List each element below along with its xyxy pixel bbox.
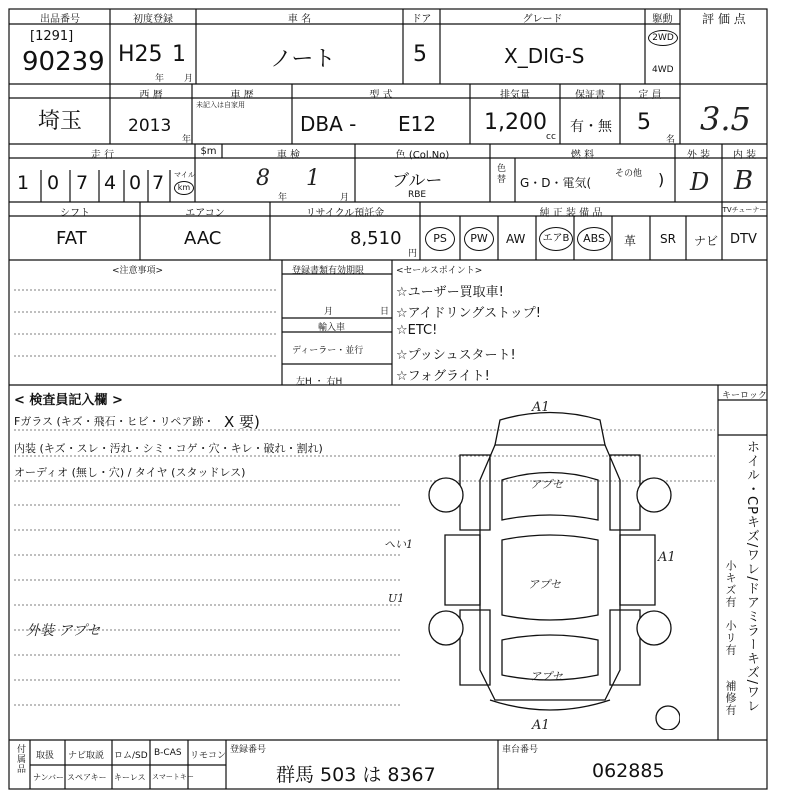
year-unit: 年 bbox=[182, 135, 192, 145]
fuel-close: ) bbox=[658, 170, 665, 189]
yen-unit: 円 bbox=[408, 249, 418, 259]
damage-rear: A1 bbox=[532, 718, 550, 733]
km-unit-circle: km bbox=[174, 181, 194, 195]
sales-point-label: <セールスポイント> bbox=[396, 266, 483, 276]
sales-point: ☆フォグライト! bbox=[396, 369, 490, 384]
reg-era: H25 bbox=[118, 42, 163, 67]
footer-label: ロム/SD bbox=[114, 751, 148, 761]
warranty-label: 保証書 bbox=[575, 90, 605, 101]
recycle-label: リサイクル預託金 bbox=[305, 208, 385, 219]
drive-label: 駆動 bbox=[652, 14, 673, 25]
shift-value: FAT bbox=[56, 228, 87, 249]
reg-month: 1 bbox=[172, 42, 186, 67]
sales-point: ☆ETC! bbox=[396, 323, 438, 338]
keylock-label: キーロック bbox=[722, 391, 767, 401]
damage-right: A1 bbox=[658, 550, 676, 565]
sales-point: ☆プッシュスタート! bbox=[396, 348, 516, 363]
car-name: ノート bbox=[270, 47, 336, 72]
lot-number: 90239 bbox=[22, 47, 105, 77]
equip-abs-circle: ABS bbox=[577, 227, 611, 251]
audio-tire-line: オーディオ (無し・穴) / タイヤ (スタッドレス) bbox=[14, 466, 246, 479]
equip-ps-circle: PS bbox=[425, 227, 455, 251]
mileage-label: 走 行 bbox=[90, 150, 115, 161]
equip-leather: 革 bbox=[624, 234, 637, 248]
wheel-mirror-vertical-label: ホイル・CPキズ/ワレ/ドアミラーキズ/ワレ bbox=[744, 440, 759, 714]
reg-day-label: 日 bbox=[380, 307, 390, 317]
score: 3.5 bbox=[700, 100, 751, 138]
inspector-handwritten-note: 外装 アプセ bbox=[26, 623, 101, 639]
insp-tsuki: 月 bbox=[340, 193, 350, 203]
score-label: 評 価 点 bbox=[702, 12, 746, 26]
lot-no-label: 出品番号 bbox=[40, 14, 80, 25]
equip-pw-circle: PW bbox=[464, 227, 494, 251]
reg-expiry-label: 登録書類有効期限 bbox=[292, 266, 365, 276]
shift-label: シフト bbox=[60, 208, 90, 219]
equip-aw: AW bbox=[506, 232, 526, 246]
windshield-mark: X 要) bbox=[224, 413, 260, 431]
footer-label: キーレス bbox=[114, 773, 146, 782]
warranty-value: 有・無 bbox=[570, 119, 612, 135]
tsuki-unit: 月 bbox=[184, 74, 194, 84]
footer-label: ナビ取説 bbox=[68, 751, 105, 761]
grade-label: グレード bbox=[522, 14, 563, 25]
interior-grade: B bbox=[734, 166, 754, 196]
first-reg-label: 初度登録 bbox=[133, 14, 173, 25]
footer-label: スマートキー bbox=[152, 773, 194, 781]
year-label: 西 暦 bbox=[139, 90, 163, 101]
cc-label: 排気量 bbox=[500, 90, 530, 101]
doors: 5 bbox=[413, 42, 427, 67]
import-label: 輸入車 bbox=[318, 323, 346, 333]
equip-airbag-circle: エアB bbox=[539, 227, 573, 251]
inspection-year: 8 bbox=[256, 166, 270, 191]
damage-trunk: アプセ bbox=[530, 670, 563, 683]
plate-number: 群馬 503 は 8367 bbox=[276, 764, 436, 786]
interior-label: 内 装 bbox=[732, 150, 757, 161]
mileage-digit: 4 bbox=[104, 172, 117, 194]
car-name-label: 車 名 bbox=[287, 14, 312, 25]
color-code: RBE bbox=[408, 190, 427, 200]
color-label: 色 (Col.No) bbox=[395, 150, 450, 161]
chassis-history-label: 車 歴 bbox=[230, 90, 254, 101]
door-label: ドア bbox=[411, 14, 432, 25]
ac-value: AAC bbox=[184, 228, 222, 249]
capacity: 5 bbox=[637, 110, 651, 135]
windshield-line: Fガラス (キズ・飛石・ヒビ・リペア跡・ bbox=[14, 415, 215, 428]
mile-unit: マイル bbox=[174, 171, 195, 179]
fuel-other: その他 bbox=[615, 169, 643, 179]
model-prefix: DBA - bbox=[300, 112, 357, 136]
recycle-fee: 8,510 bbox=[350, 228, 402, 249]
footer-label: リモコン bbox=[190, 751, 227, 761]
footer-label: B-CAS bbox=[154, 748, 182, 758]
equip-sunroof: SR bbox=[660, 232, 676, 246]
ac-label: エアコン bbox=[185, 208, 225, 219]
nen-unit: 年 bbox=[155, 74, 165, 84]
lot-code: [1291] bbox=[30, 29, 74, 44]
prefecture: 埼玉 bbox=[38, 109, 83, 134]
tv-value: DTV bbox=[730, 232, 757, 247]
mileage-digit: 0 bbox=[129, 172, 142, 194]
interior-line: 内装 (キズ・スレ・汚れ・シミ・コゲ・穴・キレ・破れ・割れ) bbox=[14, 442, 323, 455]
chassis-number-label: 車台番号 bbox=[502, 745, 539, 755]
equip-navi: ナビ bbox=[694, 234, 719, 248]
caution-label: <注意事項> bbox=[112, 266, 164, 276]
sm-label: $m bbox=[200, 146, 217, 157]
model-year: 2013 bbox=[128, 116, 172, 136]
accessories-side-label: 付属品 bbox=[15, 744, 25, 774]
minor-scratch-label: 小キズ有 bbox=[724, 560, 737, 608]
damage-left-rear: U1 bbox=[388, 592, 405, 605]
damage-front: A1 bbox=[532, 400, 550, 415]
damage-left-front: へい1 bbox=[384, 538, 413, 551]
drive-2wd-circle: 2WD bbox=[648, 30, 678, 46]
drive-4wd: 4WD bbox=[652, 65, 674, 75]
mileage-digit: 7 bbox=[76, 172, 89, 194]
sales-point: ☆ユーザー買取車! bbox=[396, 285, 504, 300]
grade: X_DIG-S bbox=[504, 44, 585, 68]
damage-roof: アプセ bbox=[528, 578, 561, 591]
model-label: 型 式 bbox=[369, 90, 393, 101]
equipment-label: 純 正 装 備 品 bbox=[539, 208, 603, 219]
tv-tuner-label: TVチューナー bbox=[722, 206, 767, 214]
chassis-number: 062885 bbox=[592, 760, 665, 782]
private-use-note: 未記入は自家用 bbox=[196, 101, 245, 109]
fuel-label: 燃 料 bbox=[570, 150, 595, 161]
displacement: 1,200 bbox=[484, 110, 547, 135]
footer-label: 取扱 bbox=[36, 751, 55, 761]
capacity-label: 定 員 bbox=[638, 90, 662, 101]
reg-month-label: 月 bbox=[324, 307, 334, 317]
insp-nen: 年 bbox=[278, 193, 288, 203]
footer-label: ナンバー bbox=[33, 773, 65, 782]
mileage-digit: 0 bbox=[47, 172, 60, 194]
cc-unit: cc bbox=[546, 132, 556, 142]
exterior-label: 外 装 bbox=[686, 150, 711, 161]
inspection-label: 車 検 bbox=[276, 150, 301, 161]
plate-label: 登録番号 bbox=[230, 745, 267, 755]
minor-dent-label: 小リ有 bbox=[724, 620, 737, 656]
sales-point: ☆アイドリングストップ! bbox=[396, 306, 541, 321]
inspection-month: 1 bbox=[306, 166, 320, 191]
repaired-label: 補修有 bbox=[724, 680, 737, 716]
capacity-unit: 名 bbox=[666, 135, 676, 145]
model-code: E12 bbox=[398, 112, 437, 136]
mileage-digit: 7 bbox=[152, 172, 165, 194]
footer-label: スペアキー bbox=[67, 773, 107, 782]
inspector-section-title: < 検査員記入欄 > bbox=[14, 393, 123, 408]
dealer-label: ディーラー・並行 bbox=[292, 346, 364, 356]
fuel-options: G・D・電気( bbox=[520, 176, 592, 190]
exterior-grade: D bbox=[690, 168, 710, 196]
color-change-label: 色替 bbox=[497, 164, 507, 185]
damage-hood: アプセ bbox=[530, 478, 563, 491]
mileage-digit: 1 bbox=[17, 172, 30, 194]
handle-label: 左H ・ 右H bbox=[296, 377, 343, 387]
color-name: ブルー bbox=[392, 171, 443, 191]
